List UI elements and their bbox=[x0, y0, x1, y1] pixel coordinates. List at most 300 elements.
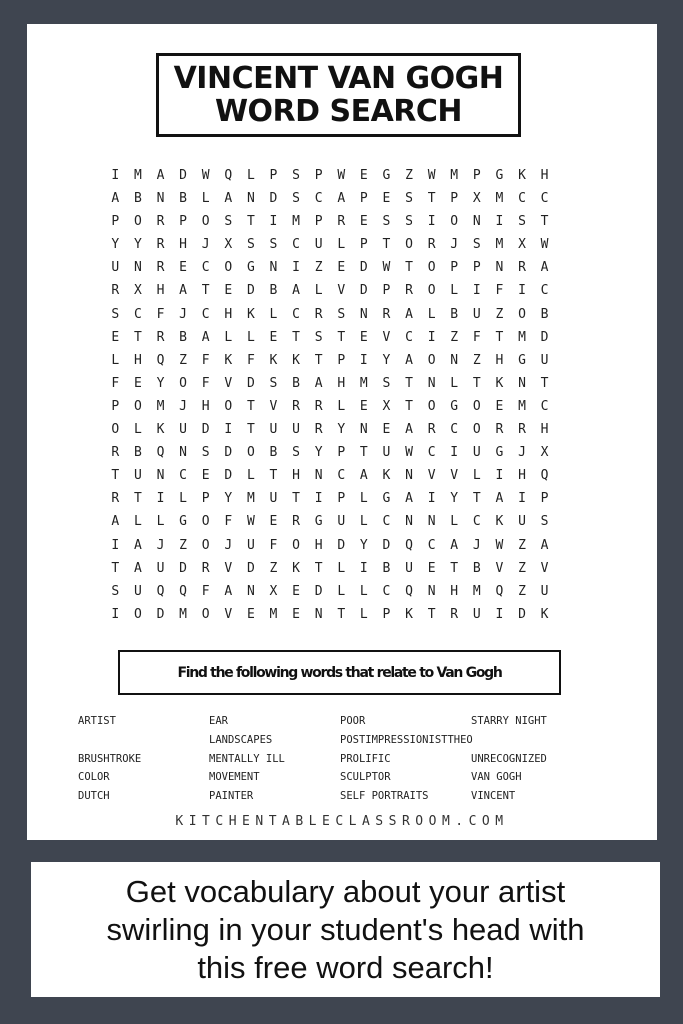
grid-letter: L bbox=[337, 583, 346, 599]
grid-letter: Q bbox=[156, 445, 165, 461]
grid-letter: A bbox=[133, 560, 142, 576]
grid-letter: M bbox=[359, 375, 368, 391]
grid-letter: M bbox=[156, 398, 165, 414]
grid-letter: E bbox=[292, 583, 300, 599]
grid-letter: E bbox=[359, 214, 368, 230]
grid-letter: N bbox=[314, 606, 323, 622]
grid-letter: T bbox=[133, 329, 142, 345]
word-list-item bbox=[471, 731, 602, 750]
grid-letter: I bbox=[472, 283, 481, 299]
grid-letter: O bbox=[179, 375, 187, 391]
grid-letter: H bbox=[450, 583, 459, 599]
worksheet bbox=[27, 24, 657, 840]
grid-letter: F bbox=[156, 306, 165, 322]
grid-letter: A bbox=[337, 191, 346, 207]
grid-letter: T bbox=[427, 606, 436, 622]
grid-letter: S bbox=[314, 329, 323, 345]
grid-letter: A bbox=[111, 514, 120, 530]
grid-letter: T bbox=[427, 191, 436, 207]
grid-letter: E bbox=[111, 329, 120, 345]
grid-letter: R bbox=[382, 306, 391, 322]
grid-letter: L bbox=[246, 168, 255, 183]
grid-letter: I bbox=[495, 606, 504, 622]
grid-letter: O bbox=[427, 283, 436, 299]
grid-letter: F bbox=[201, 375, 210, 391]
grid-letter: S bbox=[337, 306, 346, 322]
grid-letter: O bbox=[133, 214, 142, 230]
grid-letter: C bbox=[427, 445, 436, 461]
grid-letter: W bbox=[405, 445, 413, 461]
grid-letter: S bbox=[292, 191, 300, 207]
grid-letter: D bbox=[382, 537, 391, 553]
grid-letter: A bbox=[224, 191, 233, 207]
grid-letter: K bbox=[292, 560, 300, 576]
grid-letter: R bbox=[427, 422, 436, 438]
grid-letter: O bbox=[518, 306, 526, 322]
grid-letter: N bbox=[427, 583, 436, 599]
grid-letter: G bbox=[314, 514, 323, 530]
grid-letter: S bbox=[269, 237, 278, 253]
grid-letter: P bbox=[450, 191, 459, 207]
grid-letter: E bbox=[359, 168, 368, 183]
grid-letter: H bbox=[133, 352, 142, 368]
grid-letter: H bbox=[292, 468, 300, 484]
grid-letter: U bbox=[292, 422, 300, 438]
grid-letter: G bbox=[495, 168, 504, 183]
grid-letter: M bbox=[269, 606, 278, 622]
grid-letter: S bbox=[292, 168, 300, 183]
grid-letter: E bbox=[337, 260, 346, 276]
word-list-item: VINCENT bbox=[471, 790, 516, 803]
grid-letter: L bbox=[450, 375, 459, 391]
grid-letter: B bbox=[292, 375, 300, 391]
grid-letter: M bbox=[450, 168, 459, 183]
grid-letter: A bbox=[405, 422, 413, 438]
grid-letter: E bbox=[269, 514, 278, 530]
grid-letter: D bbox=[246, 375, 255, 391]
grid-letter: D bbox=[314, 583, 323, 599]
grid-letter: V bbox=[427, 468, 436, 484]
grid-letter: M bbox=[246, 491, 255, 507]
grid-letter: C bbox=[518, 191, 526, 207]
grid-letter: P bbox=[314, 214, 323, 230]
grid-letter: I bbox=[450, 445, 459, 461]
grid-letter: T bbox=[314, 560, 323, 576]
grid-letter: O bbox=[427, 398, 436, 414]
grid-letter: R bbox=[111, 491, 120, 507]
grid-letter: V bbox=[540, 560, 549, 576]
grid-letter: L bbox=[224, 329, 233, 345]
grid-letter: R bbox=[156, 214, 165, 230]
grid-letter: R bbox=[111, 283, 120, 299]
grid-letter: J bbox=[179, 306, 187, 322]
grid-letter: X bbox=[472, 191, 481, 207]
word-list-item: ARTIST bbox=[78, 715, 116, 727]
grid-letter: L bbox=[337, 398, 346, 414]
grid-letter: G bbox=[495, 445, 504, 461]
grid-letter: Z bbox=[518, 537, 526, 553]
grid-letter: I bbox=[518, 283, 526, 299]
grid-letter: T bbox=[201, 283, 210, 299]
grid-letter: F bbox=[201, 583, 210, 599]
grid-letter: P bbox=[314, 168, 323, 183]
grid-letter: V bbox=[224, 560, 233, 576]
grid-letter: R bbox=[201, 560, 210, 576]
grid-letter: O bbox=[224, 260, 233, 276]
grid-letter: H bbox=[337, 375, 346, 391]
grid-letter: U bbox=[179, 422, 187, 438]
grid-letter: A bbox=[359, 468, 368, 484]
word-list-item: MOVEMENT bbox=[209, 771, 260, 784]
grid-letter: S bbox=[246, 237, 255, 253]
grid-letter: I bbox=[427, 329, 436, 345]
grid-letter: N bbox=[472, 214, 481, 230]
grid-letter: L bbox=[450, 283, 459, 299]
grid-letter: T bbox=[292, 491, 300, 507]
grid-letter: Q bbox=[156, 352, 165, 368]
grid-letter: Y bbox=[156, 375, 165, 391]
grid-letter: O bbox=[201, 214, 210, 230]
word-list-item bbox=[78, 731, 209, 750]
grid-letter: T bbox=[246, 398, 255, 414]
grid-letter: B bbox=[179, 191, 187, 207]
grid-letter: V bbox=[224, 375, 233, 391]
grid-letter: D bbox=[540, 329, 549, 345]
grid-letter: L bbox=[337, 560, 346, 576]
grid-letter: E bbox=[201, 468, 210, 484]
grid-letter: I bbox=[359, 560, 368, 576]
grid-letter: U bbox=[382, 445, 391, 461]
grid-letter: A bbox=[314, 375, 323, 391]
grid-letter: A bbox=[224, 583, 233, 599]
letter-grid bbox=[104, 164, 556, 626]
grid-letter: O bbox=[201, 537, 210, 553]
grid-letter: U bbox=[518, 514, 526, 530]
grid-letter: O bbox=[472, 398, 481, 414]
grid-letter: Z bbox=[179, 537, 187, 553]
grid-letter: V bbox=[450, 468, 459, 484]
grid-letter: H bbox=[224, 306, 233, 322]
grid-letter: O bbox=[450, 214, 459, 230]
word-list-item: LANDSCAPES bbox=[209, 733, 273, 746]
grid-letter: X bbox=[382, 398, 391, 414]
grid-letter: J bbox=[518, 445, 526, 461]
grid-letter: K bbox=[246, 306, 255, 322]
grid-letter: S bbox=[472, 237, 481, 253]
grid-letter: T bbox=[359, 445, 368, 461]
grid-letter: P bbox=[382, 606, 391, 622]
grid-letter: K bbox=[495, 375, 504, 391]
grid-letter: B bbox=[269, 445, 278, 461]
word-list bbox=[78, 712, 602, 806]
grid-letter: U bbox=[472, 606, 481, 622]
grid-letter: I bbox=[427, 214, 436, 230]
grid-letter: T bbox=[540, 375, 549, 391]
grid-letter: R bbox=[405, 283, 413, 299]
grid-letter: C bbox=[427, 537, 436, 553]
grid-letter: U bbox=[246, 537, 255, 553]
grid-letter: M bbox=[495, 191, 504, 207]
grid-letter: P bbox=[111, 214, 120, 230]
grid-letter: A bbox=[405, 491, 413, 507]
grid-letter: R bbox=[292, 398, 300, 414]
grid-letter: I bbox=[427, 491, 436, 507]
grid-letter: F bbox=[111, 375, 120, 391]
grid-letter: C bbox=[201, 306, 210, 322]
word-list-item: STARRY NIGHT bbox=[471, 715, 547, 727]
grid-letter: I bbox=[314, 491, 323, 507]
grid-letter: I bbox=[495, 214, 504, 230]
grid-letter: P bbox=[337, 445, 346, 461]
grid-letter: X bbox=[518, 237, 526, 253]
grid-letter: U bbox=[269, 422, 278, 438]
word-list-item: PROLIFIC bbox=[340, 752, 391, 765]
grid-letter: L bbox=[359, 583, 368, 599]
grid-letter: E bbox=[495, 398, 504, 414]
grid-letter: W bbox=[382, 260, 391, 276]
grid-letter: C bbox=[314, 191, 323, 207]
grid-letter: U bbox=[133, 583, 142, 599]
grid-letter: P bbox=[337, 352, 346, 368]
grid-letter: A bbox=[540, 537, 549, 553]
grid-letter: R bbox=[495, 422, 504, 438]
grid-letter: R bbox=[518, 260, 526, 276]
grid-letter: C bbox=[540, 398, 549, 414]
grid-letter: I bbox=[495, 468, 504, 484]
grid-letter: T bbox=[111, 560, 120, 576]
grid-letter: D bbox=[224, 468, 233, 484]
grid-letter: L bbox=[472, 468, 481, 484]
grid-letter: R bbox=[314, 398, 323, 414]
grid-letter: T bbox=[246, 422, 255, 438]
grid-letter: K bbox=[269, 352, 278, 368]
grid-letter: U bbox=[472, 445, 481, 461]
grid-letter: K bbox=[156, 422, 165, 438]
grid-letter: O bbox=[427, 260, 436, 276]
grid-letter: P bbox=[472, 168, 481, 183]
grid-letter: V bbox=[224, 606, 233, 622]
grid-letter: F bbox=[472, 329, 481, 345]
grid-letter: N bbox=[133, 260, 142, 276]
grid-letter: R bbox=[292, 514, 300, 530]
grid-letter: N bbox=[314, 468, 323, 484]
grid-letter: T bbox=[269, 468, 278, 484]
grid-letter: F bbox=[201, 352, 210, 368]
grid-letter: P bbox=[359, 237, 368, 253]
grid-letter: X bbox=[133, 283, 142, 299]
grid-letter: Z bbox=[450, 329, 459, 345]
grid-letter: O bbox=[111, 422, 120, 438]
grid-letter: A bbox=[292, 283, 300, 299]
grid-letter: A bbox=[111, 191, 120, 207]
grid-letter: Y bbox=[224, 491, 233, 507]
grid-letter: T bbox=[450, 560, 459, 576]
grid-letter: W bbox=[427, 168, 436, 183]
word-list-item: EAR bbox=[209, 715, 228, 727]
grid-letter: A bbox=[495, 491, 504, 507]
grid-letter: E bbox=[359, 398, 368, 414]
grid-letter: Y bbox=[382, 352, 391, 368]
caption-box bbox=[31, 862, 660, 997]
grid-letter: P bbox=[450, 260, 459, 276]
grid-letter: S bbox=[405, 214, 413, 230]
grid-letter: N bbox=[518, 375, 526, 391]
grid-letter: L bbox=[133, 422, 142, 438]
grid-letter: N bbox=[495, 260, 504, 276]
grid-letter: S bbox=[111, 583, 120, 599]
word-list-item: POSTIMPRESSIONISTTHEO bbox=[340, 733, 473, 746]
grid-letter: O bbox=[292, 537, 300, 553]
grid-letter: L bbox=[314, 283, 323, 299]
grid-letter: S bbox=[382, 214, 391, 230]
grid-letter: I bbox=[292, 260, 300, 276]
grid-letter: G bbox=[450, 398, 459, 414]
title-box bbox=[156, 53, 521, 137]
grid-letter: Y bbox=[359, 537, 368, 553]
grid-letter: Q bbox=[224, 168, 233, 183]
grid-letter: J bbox=[179, 398, 187, 414]
grid-letter: H bbox=[156, 283, 165, 299]
grid-letter: B bbox=[450, 306, 459, 322]
grid-letter: T bbox=[314, 352, 323, 368]
grid-letter: E bbox=[269, 329, 278, 345]
grid-letter: I bbox=[111, 168, 120, 183]
grid-letter: V bbox=[382, 329, 391, 345]
grid-letter: A bbox=[450, 537, 459, 553]
grid-letter: T bbox=[337, 329, 346, 345]
grid-letter: F bbox=[495, 283, 504, 299]
grid-letter: F bbox=[246, 352, 255, 368]
grid-letter: B bbox=[540, 306, 549, 322]
grid-letter: H bbox=[201, 398, 210, 414]
grid-letter: R bbox=[314, 306, 323, 322]
caption-line-2: swirling in your student's head with bbox=[106, 911, 585, 947]
grid-letter: N bbox=[427, 514, 436, 530]
grid-letter: D bbox=[156, 606, 165, 622]
grid-letter: G bbox=[179, 514, 187, 530]
grid-letter: S bbox=[224, 214, 233, 230]
grid-letter: W bbox=[337, 168, 346, 183]
grid-letter: D bbox=[179, 168, 187, 183]
grid-letter: L bbox=[337, 237, 346, 253]
grid-letter: I bbox=[111, 537, 120, 553]
grid-letter: C bbox=[472, 514, 481, 530]
grid-letter: M bbox=[133, 168, 142, 183]
grid-letter: C bbox=[292, 306, 300, 322]
grid-letter: E bbox=[224, 283, 233, 299]
caption-line-3: this free word search! bbox=[197, 949, 494, 985]
grid-letter: O bbox=[427, 352, 436, 368]
grid-letter: S bbox=[201, 445, 210, 461]
grid-letter: N bbox=[246, 583, 255, 599]
grid-letter: M bbox=[518, 398, 526, 414]
grid-letter: C bbox=[133, 306, 142, 322]
grid-letter: T bbox=[246, 214, 255, 230]
grid-letter: R bbox=[427, 237, 436, 253]
grid-letter: I bbox=[224, 422, 233, 438]
grid-letter: R bbox=[156, 260, 165, 276]
grid-letter: A bbox=[179, 283, 187, 299]
grid-letter: I bbox=[518, 491, 526, 507]
grid-letter: Q bbox=[495, 583, 504, 599]
grid-letter: K bbox=[224, 352, 233, 368]
grid-letter: A bbox=[405, 306, 413, 322]
grid-letter: P bbox=[359, 191, 368, 207]
grid-letter: I bbox=[359, 352, 368, 368]
grid-letter: L bbox=[359, 514, 368, 530]
grid-letter: C bbox=[540, 283, 549, 299]
word-list-item: MENTALLY ILL bbox=[209, 752, 285, 765]
grid-letter: N bbox=[405, 468, 413, 484]
grid-letter: G bbox=[382, 168, 391, 183]
grid-letter: T bbox=[495, 329, 504, 345]
grid-letter: J bbox=[201, 237, 210, 253]
grid-letter: Q bbox=[179, 583, 187, 599]
grid-letter: L bbox=[111, 352, 120, 368]
grid-letter: H bbox=[179, 237, 187, 253]
grid-letter: L bbox=[359, 606, 368, 622]
grid-letter: U bbox=[405, 560, 413, 576]
grid-letter: U bbox=[337, 514, 346, 530]
grid-letter: V bbox=[337, 283, 346, 299]
grid-letter: N bbox=[450, 352, 459, 368]
word-list-item: POOR bbox=[340, 715, 366, 727]
grid-letter: W bbox=[495, 537, 504, 553]
grid-letter: Z bbox=[472, 352, 481, 368]
grid-letter: H bbox=[540, 168, 549, 183]
caption-line-1: Get vocabulary about your artist bbox=[125, 873, 566, 909]
grid-letter: N bbox=[359, 306, 368, 322]
grid-letter: P bbox=[269, 168, 278, 183]
grid-letter: K bbox=[540, 606, 549, 622]
grid-letter: K bbox=[405, 606, 413, 622]
grid-letter: U bbox=[540, 352, 549, 368]
grid-letter: Q bbox=[405, 537, 413, 553]
grid-letter: T bbox=[540, 214, 549, 230]
grid-letter: R bbox=[450, 606, 459, 622]
grid-letter: D bbox=[246, 283, 255, 299]
grid-letter: G bbox=[518, 352, 526, 368]
grid-letter: I bbox=[156, 491, 165, 507]
grid-letter: S bbox=[540, 514, 549, 530]
grid-letter: L bbox=[179, 491, 187, 507]
grid-letter: B bbox=[472, 560, 481, 576]
grid-letter: B bbox=[382, 560, 391, 576]
grid-letter: C bbox=[540, 191, 549, 207]
grid-letter: O bbox=[472, 422, 481, 438]
grid-letter: K bbox=[292, 352, 300, 368]
grid-letter: J bbox=[472, 537, 481, 553]
grid-letter: H bbox=[495, 352, 504, 368]
grid-letter: T bbox=[111, 468, 120, 484]
grid-letter: J bbox=[450, 237, 459, 253]
grid-letter: N bbox=[156, 191, 165, 207]
grid-letter: S bbox=[382, 375, 391, 391]
grid-letter: S bbox=[111, 306, 120, 322]
grid-letter: C bbox=[337, 468, 346, 484]
grid-letter: M bbox=[292, 214, 300, 230]
grid-letter: T bbox=[382, 237, 391, 253]
grid-letter: T bbox=[405, 398, 413, 414]
grid-letter: M bbox=[518, 329, 526, 345]
word-list-item: DUTCH bbox=[78, 790, 110, 803]
grid-letter: O bbox=[201, 606, 210, 622]
grid-letter: P bbox=[540, 491, 549, 507]
grid-letter: O bbox=[405, 237, 413, 253]
grid-letter: J bbox=[224, 537, 233, 553]
grid-letter: W bbox=[246, 514, 255, 530]
grid-letter: E bbox=[292, 606, 300, 622]
